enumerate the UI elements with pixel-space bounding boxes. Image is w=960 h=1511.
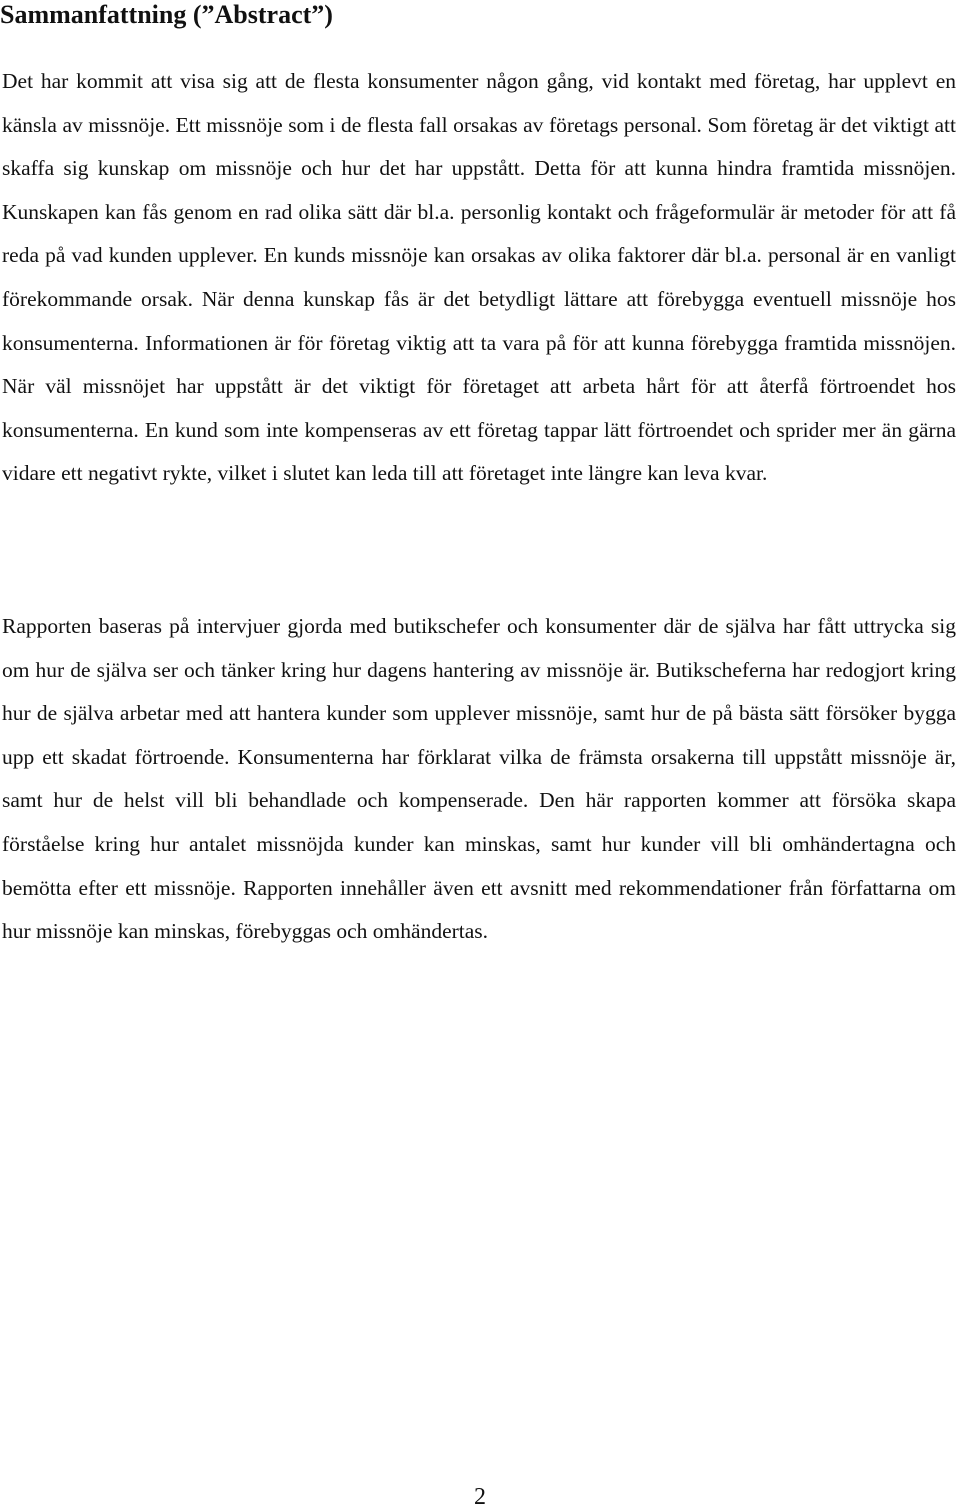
section-heading: Sammanfattning (”Abstract”) (0, 0, 333, 29)
abstract-paragraph-2: Rapporten baseras på intervjuer gjorda med butikschefer och konsumenter där de själva har fått uttrycka sig om hur de själva ser och tänker kring hur dagens hantering av missnöje är. Butikscheferna har redogjort kring hur de själva arbetar med att hantera kunder som upplever missnöje, samt hur de på bästa sätt försöker bygga upp ett skadat förtroende. Konsumenterna har förklarat vilka de främsta orsakerna till uppstått missnöje är, samt hur de helst vill bli behandlade och kompenserade. Den här rapporten kommer att försöka skapa förståelse kring hur antalet missnöjda kunder kan minskas, samt hur kunder vill bli omhändertagna och bemötta efter ett missnöje. Rapporten innehåller även ett avsnitt med rekommendationer från författarna om hur missnöje kan minskas, förebyggas och omhändertas. (2, 614, 956, 944)
abstract-paragraph-1: Det har kommit att visa sig att de flesta konsumenter någon gång, vid kontakt med företag, har upplevt en känsla av missnöje. Ett missnöje som i de flesta fall orsakas av företags personal. Som företag är det viktigt att skaffa sig kunskap om missnöje och hur det har uppstått. Detta för att kunna hindra framtida missnöjen. Kunskapen kan fås genom en rad olika sätt där bl.a. personlig kontakt och frågeformulär är metoder för att få reda på vad kunden upplever. En kunds missnöje kan orsakas av olika faktorer där bl.a. personal är en vanligt förekommande orsak. När denna kunskap fås är det betydligt lättare att förebygga eventuell missnöje hos konsumenterna. Informationen är för företag viktig att ta vara på för att kunna förebygga framtida missnöjen. När väl missnöjet har uppstått är det viktigt för företaget att arbeta hårt för att återfå förtroendet hos konsumenterna. En kund som inte kompenseras av ett företag tappar lätt förtroendet och sprider mer än gärna vidare ett negativt rykte, vilket i slutet kan leda till att företaget inte längre kan leva kvar. (2, 69, 956, 486)
page-number: 2 (474, 1484, 486, 1510)
